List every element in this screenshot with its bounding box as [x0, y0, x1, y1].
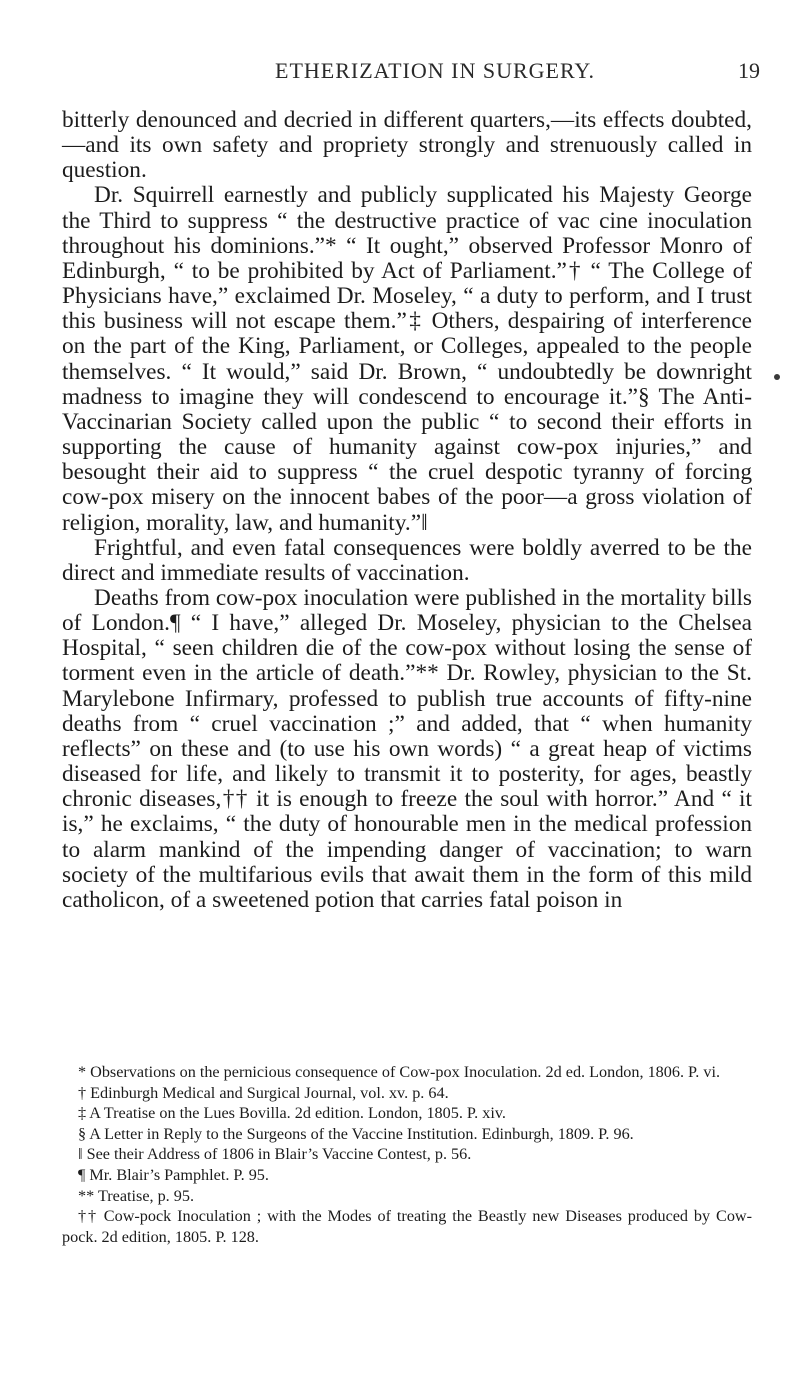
footnote-4: § A Letter in Reply to the Surgeons of the Vaccine Institution. Edinburgh, 1809. P. 96.: [78, 1124, 634, 1143]
footnote-2: † Edinburgh Medical and Surgical Journal, vol. xv. p. 64.: [78, 1083, 449, 1102]
footnote-8: †† Cow-pock Inoculation ; with the Modes of treating the Beastly new Diseases produced by Cow-pock. 2d edition, 1805. P. 128.: [62, 1207, 752, 1246]
paragraph-1: bitterly denounced and decried in different quarters,—its effects doubted,—and its own safety and propriety strongly and strenuously called in question.: [62, 107, 752, 184]
footnote-7: ** Treatise, p. 95.: [78, 1186, 195, 1205]
paragraph-4: Deaths from cow-pox inoculation were published in the mortality bills of London.¶ “ I have,” alleged Dr. Moseley, physician to the Chelsea Hospital, “ seen children die of the cow-pox without losing the sense of torment even in the article of death.”** Dr. Rowley, physician to the St. Marylebone Infirmary, professed to publish true accounts of fifty-nine deaths from “ cruel vaccination ;” and added, that “ when humanity reflects” on these and (to use his own words) “ a great heap of victims diseased for life, and likely to transmit it to posterity, for ages, beastly chronic diseases,†† it is enough to freeze the soul with horror.” And “ it is,” he exclaims, “ the duty of honourable men in the medical profession to alarm mankind of the impending danger of vaccination; to warn society of the multifarious evils that await them in the form of this mild catholicon, of a sweetened potion that carries fatal poison in: [62, 584, 752, 913]
margin-dot-mark: [774, 374, 780, 380]
running-title: ETHERIZATION IN SURGERY.: [275, 58, 595, 83]
paragraph-2: Dr. Squirrell earnestly and publicly supplicated his Majesty George the Third to suppress “ the destructive practice of vac cine inoculation throughout his dominions.”* “ It ought,” observed Professor Monro of Edinburgh, “ to be prohibited by Act of Parliament.”† “ The College of Physicians have,” exclaimed Dr. Moseley, “ a duty to perform, and I trust this business will not escape them.”‡ Others, despairing of interference on the part of the King, Parliament, or Colleges, appealed to the people themselves. “ It would,” said Dr. Brown, “ undoubtedly be downright madness to imagine they will condescend to encourage it.”§ The Anti-Vaccinarian Society called upon the public “ to second their efforts in supporting the cause of humanity against cow-pox injuries,” and besought their aid to suppress “ the cruel despotic tyranny of forcing cow-pox misery on the innocent babes of the poor—a gross violation of religion, morality, law, and humanity.”‖: [62, 182, 752, 536]
footnotes: [62, 1062, 752, 1247]
footnote-6: ¶ Mr. Blair’s Pamphlet. P. 95.: [78, 1165, 269, 1184]
paragraph-3: Frightful, and even fatal consequences were boldly averred to be the direct and immediate results of vaccination.: [62, 534, 752, 586]
footnote-5: ‖ See their Address of 1806 in Blair’s Vaccine Contest, p. 56.: [78, 1145, 472, 1164]
footnote-1: * Observations on the pernicious consequence of Cow-pox Inoculation. 2d ed. London, 1806. P. vi.: [78, 1063, 720, 1081]
footnote-3: ‡ A Treatise on the Lues Bovilla. 2d edition. London, 1805. P. xiv.: [78, 1104, 506, 1123]
page-number: 19: [738, 58, 760, 83]
main-text: [62, 108, 752, 913]
